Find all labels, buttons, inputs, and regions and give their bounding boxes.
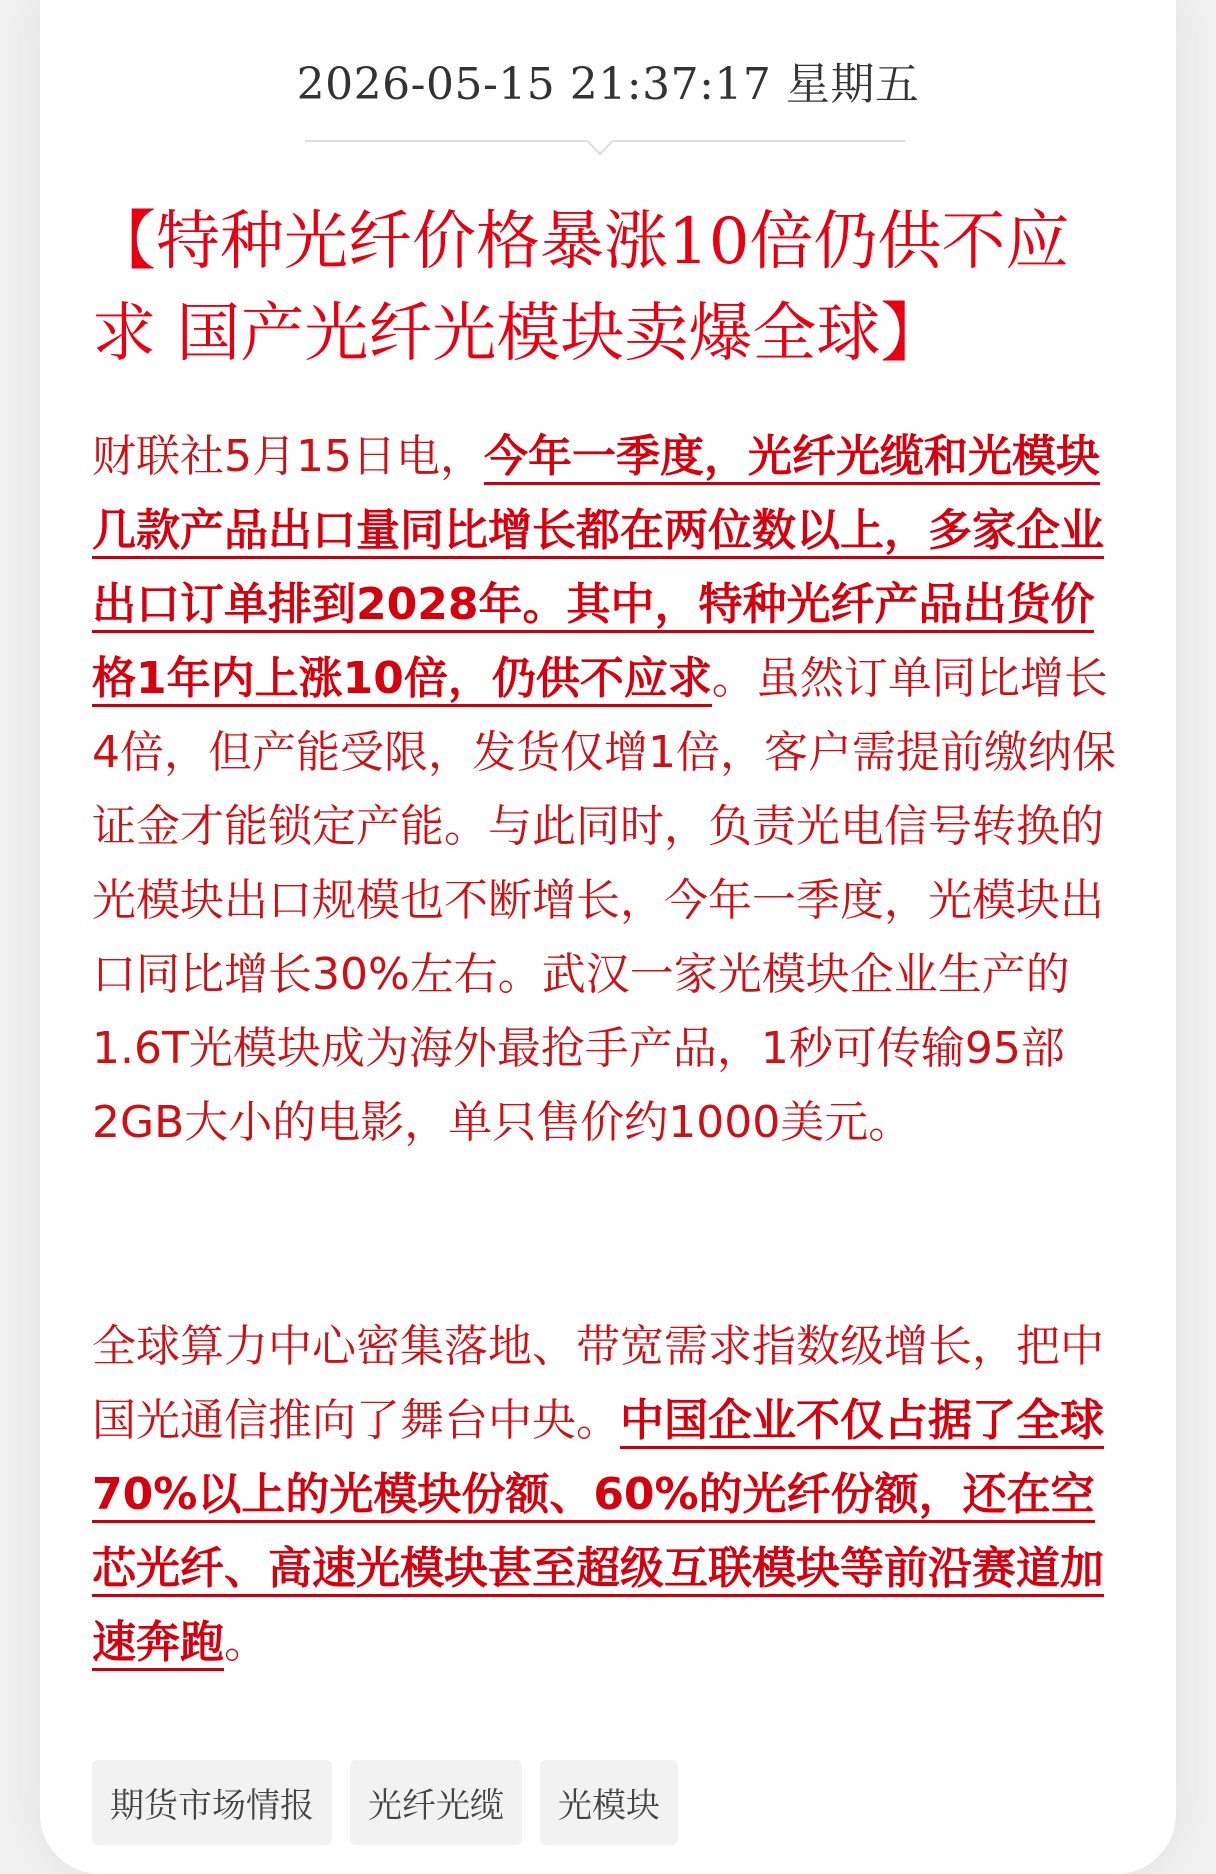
paragraph-2-highlight: 中国企业不仅占据了全球70%以上的光模块份额、60%的光纤份额，还在空芯光纤、高速光模块甚至超级互联模块等前沿赛道加速奔跑 (92, 1395, 1104, 1671)
article-paragraph-2 (92, 1310, 1122, 1680)
paragraph-2-lead: 全球算力中心密集落地、带宽需求指数级增长，把中国光通信推向了舞台中央。 (92, 1321, 1104, 1446)
paragraph-1-rest: 。虽然订单同比增长4倍，但产能受限，发货仅增1倍，客户需提前缴纳保证金才能锁定产能。与此同时，负责光电信号转换的光模块出口规模也不断增长，今年一季度，光模块出口同比增长30%左右。武汉一家光模块企业生产的1.6T光模块成为海外最抢手产品，1秒可传输95部2GB大小的电影，单只售价约1000美元。 (92, 653, 1116, 1148)
tag-optical-module[interactable]: 光模块 (540, 1760, 678, 1845)
paragraph-1-lead: 财联社5月15日电， (92, 431, 484, 482)
article-paragraph-1 (92, 420, 1122, 1160)
paragraph-2-rest: 。 (224, 1617, 268, 1668)
tag-list (92, 1760, 678, 1845)
tag-futures-intel[interactable]: 期货市场情报 (92, 1760, 332, 1845)
publish-datetime: 2026-05-15 21:37:17 星期五 (296, 59, 920, 110)
tag-fiber-cable[interactable]: 光纤光缆 (350, 1760, 522, 1845)
article-headline: 【特种光纤价格暴涨10倍仍供不应求 国产光纤光模块卖爆全球】 (92, 205, 1070, 371)
paragraph-1-highlight: 今年一季度，光纤光缆和光模块几款产品出口量同比增长都在两位数以上，多家企业出口订单排到2028年。其中，特种光纤产品出货价格1年内上涨10倍，仍供不应求 (92, 431, 1104, 707)
